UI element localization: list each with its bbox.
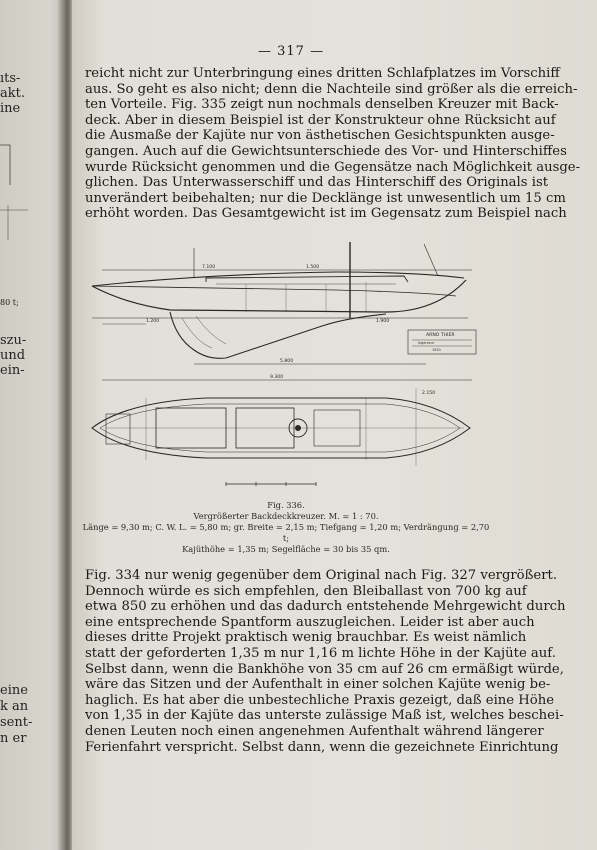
page-number: — 317 — [258, 44, 325, 59]
dimension-label: 1.900 [376, 319, 390, 324]
text-line: wurde Rücksicht genommen und die Gegensätze nach Möglichkeit ausge- [85, 159, 581, 175]
text-line: aus. So geht es also nicht; denn die Nachteile sind größer als die erreich- [85, 81, 578, 97]
figure-title: Vergrößerter Backdeckkreuzer. M. = 1 : 70. [193, 511, 379, 521]
stamp-text: 1920 [432, 348, 441, 352]
left-fragment: 80 t; [0, 298, 19, 307]
text-line: haglich. Es hat aber die unbestechliche Praxis gezeigt, daß eine Höhe [85, 692, 555, 708]
stamp-text: Ingenieur [418, 341, 435, 345]
boat-plan-drawing [86, 238, 496, 500]
left-fragment: szu- [0, 333, 27, 348]
text-line: erhöht worden. Das Gesamtgewicht ist im Gegensatz zum Beispiel nach [85, 206, 567, 222]
text-line: glichen. Das Unterwasserschiff und das Hinterschiff des Originals ist [85, 175, 549, 191]
text-line: Selbst dann, wenn die Bankhöhe von 35 cm auf 26 cm ermäßigt würde, [85, 661, 564, 677]
text-line: deck. Aber in diesem Beispiel ist der Konstrukteur ohne Rücksicht auf [85, 112, 556, 128]
text-line: die Ausmaße der Kajüte nur von ästhetischen Gesichtspunkten ausge- [85, 128, 555, 144]
text-line: ten Vorteile. Fig. 335 zeigt nun nochmals denselben Kreuzer mit Back- [85, 97, 559, 113]
left-fragment: k an [0, 699, 29, 714]
left-fragment: ein- [0, 363, 25, 378]
cabin-trunk [206, 276, 408, 282]
left-fragment: ıts- [0, 71, 21, 86]
left-fragment: akt. [0, 86, 25, 101]
dimension-label: 7.100 [202, 265, 216, 270]
text-line: dieses dritte Projekt praktisch wenig brauchbar. Es weist nämlich [85, 630, 527, 646]
left-fragment: und [0, 348, 26, 363]
keel [170, 312, 386, 358]
left-fragment: eine [0, 683, 28, 698]
paragraph-bottom [85, 568, 566, 755]
text-line: denen Leuten noch einen angenehmen Aufenthalt während längerer [85, 723, 544, 739]
figure-number: Fig. 336. [267, 500, 305, 510]
left-drawing-fragment [0, 125, 60, 245]
text-line: gangen. Auch auf die Gewichtsunterschiede des Vor- und Hinterschiffes [85, 143, 567, 159]
text-line: Dennoch würde es sich empfehlen, den Bleiballast von 700 kg auf [85, 583, 527, 599]
text-line: unverändert beibehalten; nur die Decklänge ist unwesentlich um 15 cm [85, 190, 566, 206]
text-line: reicht nicht zur Unterbringung eines dritten Schlafplatzes im Vorschiff [85, 66, 560, 81]
waterline-length-label: 5.800 [280, 359, 294, 364]
text-line: Ferienfahrt verspricht. Selbst dann, wenn die gezeichnete Einrichtung [85, 739, 559, 755]
left-fragment: n er [0, 731, 27, 746]
dimension-label: 1.200 [146, 319, 160, 324]
overall-length-label: 9.300 [270, 375, 284, 380]
dimension-label: 2.150 [422, 391, 436, 396]
figure-caption [80, 500, 492, 555]
text-line: von 1,35 in der Kajüte das unterste zulässige Maß ist, welches beschei- [85, 708, 564, 724]
figure-specs: Kajüthöhe = 1,35 m; Segelfläche = 30 bis 35 qm. [182, 544, 390, 554]
hull-side [92, 280, 466, 312]
text-line: Fig. 334 nur wenig gegenüber dem Original nach Fig. 327 vergrößert. [85, 568, 558, 583]
stamp-text: ARNO THIER [426, 333, 455, 338]
left-fragment: ine [0, 101, 21, 116]
text-line: wäre das Sitzen und der Aufenthalt in einer solchen Kajüte wenig be- [85, 677, 551, 693]
figure-specs: Länge = 9,30 m; C. W. L. = 5,80 m; gr. Breite = 2,15 m; Tiefgang = 1,20 m; Verdrängung = 2,70 t; [82, 522, 490, 543]
dimension-label: 1.500 [306, 265, 320, 270]
left-fragment: sent- [0, 715, 33, 730]
text-line: eine entsprechende Spantform auszugleichen. Leider ist aber auch [85, 614, 535, 630]
paragraph-top [85, 66, 581, 222]
text-line: etwa 850 zu erhöhen und das dadurch entstehende Mehrgewicht durch [85, 599, 566, 615]
text-line: statt der geforderten 1,35 m nur 1,16 m lichte Höhe in der Kajüte auf. [85, 645, 556, 661]
